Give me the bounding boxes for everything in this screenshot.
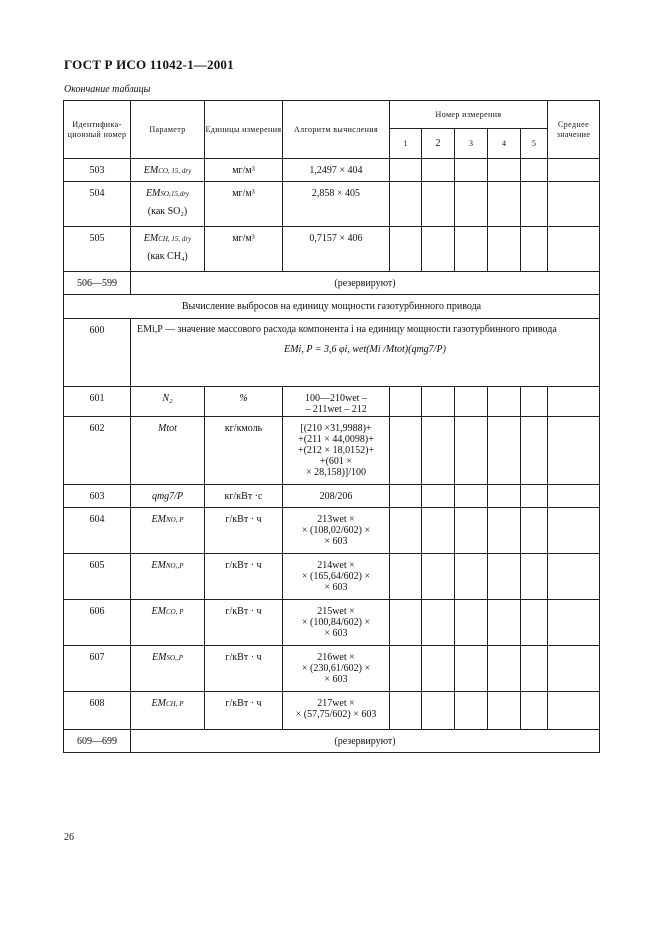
table-row xyxy=(64,182,600,227)
reserved-text: (резервируют) xyxy=(131,730,600,753)
row-id: 504 xyxy=(64,182,131,227)
row-param: Mtot xyxy=(131,417,205,485)
row-unit: г/кВт · ч xyxy=(205,508,283,554)
param-subscript: SOₓ,P xyxy=(166,654,184,662)
header-measure-5: 5 xyxy=(521,129,548,159)
table-row xyxy=(64,387,600,417)
row-id: 605 xyxy=(64,554,131,600)
table-row xyxy=(64,692,600,730)
row-algorithm: 0,7157 × 406 xyxy=(283,227,390,272)
algo-line: × 603 xyxy=(324,674,348,685)
row-param xyxy=(131,227,205,272)
row-unit: кг/кВт ·с xyxy=(205,485,283,508)
algo-line: 215wet × xyxy=(317,606,355,617)
reserved-text: (резервируют) xyxy=(131,272,600,295)
header-id: Идентифика-ционный номер xyxy=(64,101,131,159)
table-row xyxy=(64,319,600,387)
param-subscript: CO, 15, dry xyxy=(158,167,192,175)
row-param xyxy=(131,508,205,554)
row-param xyxy=(131,646,205,692)
table-row xyxy=(64,554,600,600)
param-symbol: EM xyxy=(145,188,161,199)
header-measure-3: 3 xyxy=(455,129,488,159)
row-param xyxy=(131,692,205,730)
param-symbol: EM xyxy=(151,560,166,571)
row-id: 505 xyxy=(64,227,131,272)
algo-line: × (100,84/602) × xyxy=(301,617,371,628)
row-id: 600 xyxy=(64,319,131,387)
row-param xyxy=(131,159,205,182)
algo-line: × (165,64/602) × xyxy=(301,571,371,582)
table-row xyxy=(64,272,600,295)
row-algorithm xyxy=(283,600,390,646)
table-row xyxy=(64,600,600,646)
table-row xyxy=(64,227,600,272)
algo-line: [(210 ×31,9988)+ xyxy=(300,423,372,434)
row-unit: кг/кмоль xyxy=(205,417,283,485)
table-row xyxy=(64,730,600,753)
row-algorithm xyxy=(283,417,390,485)
row-unit: г/кВт · ч xyxy=(205,554,283,600)
header-measure-2: 2 xyxy=(422,129,455,159)
table-row xyxy=(64,417,600,485)
row-id: 503 xyxy=(64,159,131,182)
row-unit: % xyxy=(205,387,283,417)
param-symbol: EM xyxy=(151,606,166,617)
param-symbol: EM xyxy=(143,165,159,176)
row-description xyxy=(131,319,600,387)
row-algorithm xyxy=(283,646,390,692)
table-row xyxy=(64,646,600,692)
header-algorithm: Алгоритм вычисления xyxy=(283,101,390,159)
algo-line: 100—210wet – xyxy=(305,393,367,404)
header-average: Среднее значение xyxy=(548,101,600,159)
document-title: ГОСТ Р ИСО 11042-1—2001 xyxy=(64,57,234,72)
table-row xyxy=(64,485,600,508)
row-algorithm: 208/206 xyxy=(283,485,390,508)
header-units: Единицы измерения xyxy=(205,101,283,159)
row-algorithm xyxy=(283,387,390,417)
algo-line: × 28,158)]/100 xyxy=(305,467,367,478)
row-id: 601 xyxy=(64,387,131,417)
page-number: 26 xyxy=(64,832,74,843)
row-algorithm xyxy=(283,554,390,600)
row-algorithm: 2,858 × 405 xyxy=(283,182,390,227)
algo-line: × (57,75/602) × 603 xyxy=(295,709,377,720)
row-id: 506—599 xyxy=(64,272,131,295)
row-id: 603 xyxy=(64,485,131,508)
formula: EMi, P = 3,6 φi, wet(Mi /Mtot)(qmg7/P) xyxy=(284,344,446,355)
row-id: 604 xyxy=(64,508,131,554)
row-unit: г/кВт · ч xyxy=(205,646,283,692)
algo-line: 214wet × xyxy=(317,560,355,571)
row-param: N₂ xyxy=(131,387,205,417)
table-caption: Окончание таблицы xyxy=(64,84,151,95)
header-measure-4: 4 xyxy=(488,129,521,159)
row-algorithm xyxy=(283,692,390,730)
param-note: (как SO₂) xyxy=(147,206,188,217)
param-symbol: EM xyxy=(151,652,167,663)
algo-line: 217wet × xyxy=(317,698,355,709)
row-id: 602 xyxy=(64,417,131,485)
row-unit: г/кВт · ч xyxy=(205,600,283,646)
param-note: (как CH₄) xyxy=(147,251,188,262)
param-symbol: EM xyxy=(151,698,166,709)
row-unit: г/кВт · ч xyxy=(205,692,283,730)
row-param: qmg7/P xyxy=(131,485,205,508)
param-subscript: NO, P xyxy=(165,516,184,524)
row-unit: мг/м³ xyxy=(205,182,283,227)
param-symbol: EM xyxy=(151,514,166,525)
row-param xyxy=(131,600,205,646)
row-param xyxy=(131,554,205,600)
algo-line: +(212 × 18,0152)+ xyxy=(297,445,375,456)
algo-line: – 211wet – 212 xyxy=(305,404,367,415)
algo-line: +(601 × xyxy=(319,456,353,467)
algo-line: 213wet × xyxy=(317,514,355,525)
header-measure-number: Номер измерения xyxy=(390,101,548,129)
algo-line: 216wet × xyxy=(317,652,355,663)
param-subscript: CO, P xyxy=(165,608,184,616)
header-measure-1: 1 xyxy=(390,129,422,159)
section-row xyxy=(64,295,600,319)
param-symbol: EM xyxy=(143,233,159,244)
table-row xyxy=(64,159,600,182)
row-id: 609—699 xyxy=(64,730,131,753)
row-id: 608 xyxy=(64,692,131,730)
algo-line: +(211 × 44,0098)+ xyxy=(298,434,374,445)
description-text: EMi,P — значение массового расхода компонента i на единицу мощности газотурбинного привода xyxy=(137,324,557,335)
row-algorithm xyxy=(283,508,390,554)
algo-line: × (108,02/602) × xyxy=(301,525,371,536)
algo-line: × 603 xyxy=(324,628,348,639)
row-param xyxy=(131,182,205,227)
row-unit: мг/м³ xyxy=(205,159,283,182)
row-algorithm: 1,2497 × 404 xyxy=(283,159,390,182)
algo-line: × (230,61/602) × xyxy=(301,663,371,674)
measurement-table xyxy=(63,100,600,753)
row-id: 607 xyxy=(64,646,131,692)
section-title: Вычисление выбросов на единицу мощности газотурбинного привода xyxy=(64,295,600,319)
param-subscript: CH, P xyxy=(165,700,184,708)
algo-line: × 603 xyxy=(324,536,348,547)
header-param: Параметр xyxy=(131,101,205,159)
param-subscript: CH, 15, dry xyxy=(158,235,192,243)
table-row xyxy=(64,508,600,554)
param-subscript: NOₓ,P xyxy=(165,562,184,570)
row-unit: мг/м³ xyxy=(205,227,283,272)
param-subscript: SOₓ15,dry xyxy=(160,190,190,198)
algo-line: × 603 xyxy=(324,582,348,593)
row-id: 606 xyxy=(64,600,131,646)
